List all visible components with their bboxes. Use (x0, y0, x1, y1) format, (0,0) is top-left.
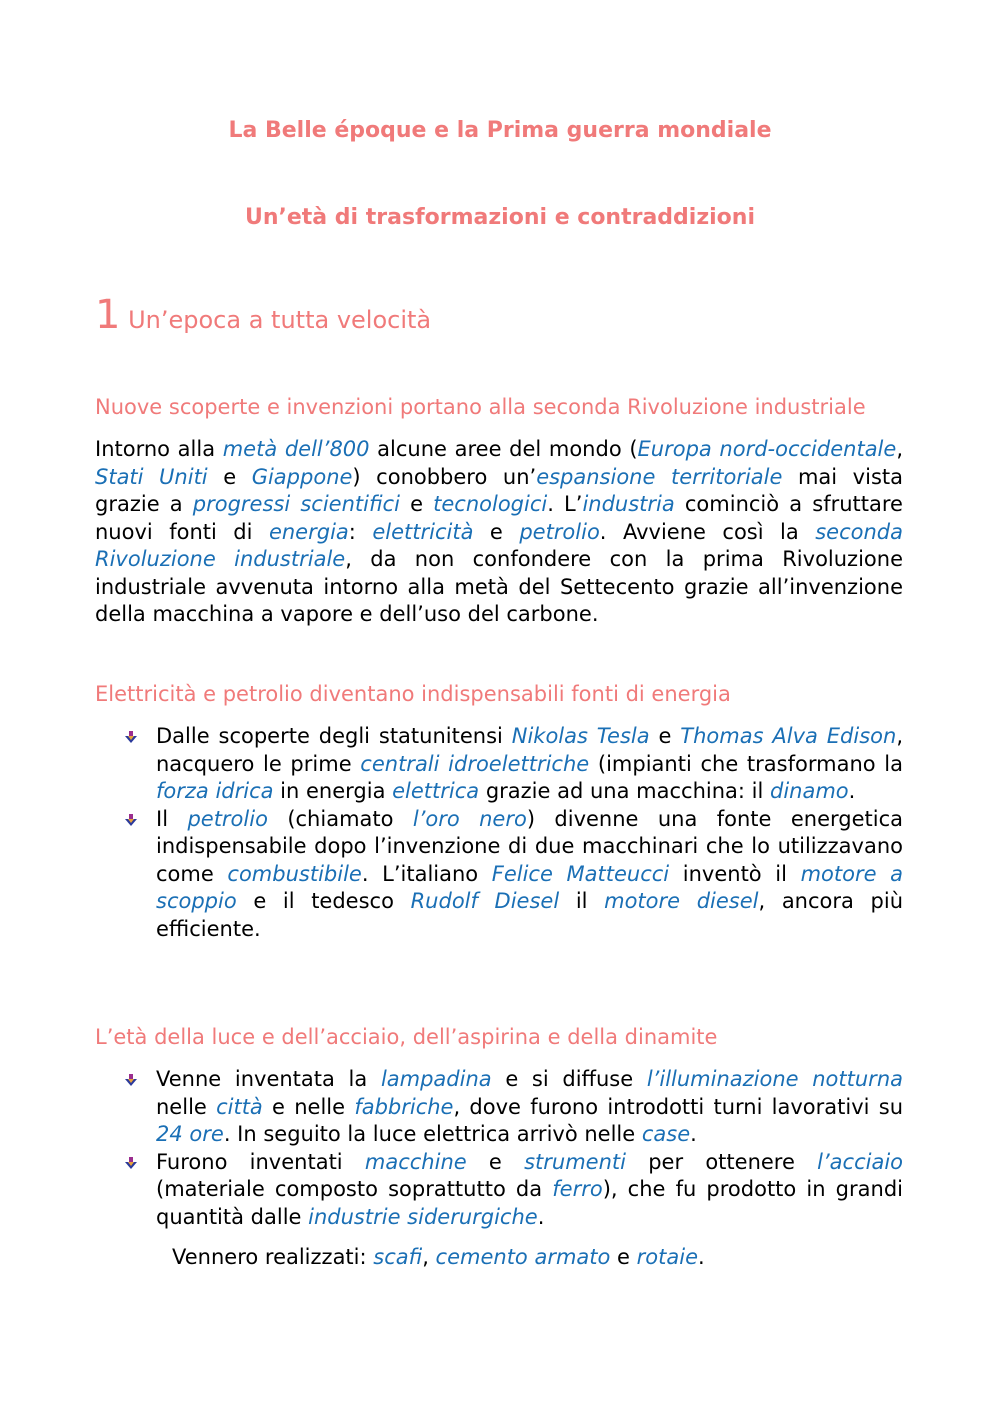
text-run: . (537, 1204, 545, 1229)
highlight-term: macchine (364, 1149, 467, 1174)
highlight-term: l’illuminazione notturna (646, 1067, 903, 1091)
text-run: cominciò a sfruttare nuovi fonti di (95, 492, 903, 544)
text-run: . In seguito la luce elettrica arrivò nelle (223, 1122, 642, 1146)
text-run: , nacquero le prime (156, 724, 903, 776)
highlight-term: città (216, 1094, 263, 1119)
highlight-term: Europa nord-occidentale (637, 437, 897, 461)
highlight-term: scafi (373, 1245, 423, 1269)
highlight-term: Nikolas Tesla (511, 724, 650, 748)
highlight-term: elettrica (392, 779, 480, 803)
text-run: . L’ (547, 492, 583, 516)
list-item (95, 1149, 903, 1232)
text-run: : (348, 519, 373, 544)
text-run: , da non confondere con la prima Rivoluzione industriale avvenuta intorno alla metà del Settecento grazie all’invenzione della macchina a vapore e dell’uso del carbone. (95, 547, 903, 626)
highlight-term: seconda Rivoluzione industriale (95, 519, 903, 571)
subheading-energia: Elettricità e petrolio diventano indispensabili fonti di energia (95, 682, 731, 706)
text-run: e nelle (262, 1094, 355, 1119)
highlight-term: fabbriche (354, 1094, 454, 1119)
list-item (95, 723, 903, 806)
highlight-term: case (641, 1122, 691, 1146)
highlight-term: industria (582, 492, 675, 516)
text-run: e (610, 1245, 637, 1269)
text-run: mai vista grazie a (95, 464, 903, 516)
text-run: Venne inventata la (156, 1067, 381, 1091)
highlight-term: ferro (552, 1177, 603, 1201)
subheading-luce-acciaio: L’età della luce e dell’acciaio, dell’aspirina e della dinamite (95, 1025, 718, 1049)
text-run: e (207, 464, 252, 489)
document-subtitle: Un’età di trasformazioni e contraddizioni (244, 205, 756, 230)
highlight-term: strumenti (524, 1149, 626, 1174)
text-run: e (473, 519, 520, 544)
highlight-term: combustibile (227, 861, 362, 886)
highlight-term: petrolio (519, 519, 600, 544)
highlight-term: Thomas Alva Edison (680, 724, 897, 748)
text-run: , (896, 437, 903, 461)
text-run: . (848, 779, 856, 803)
text-run: inventò il (669, 861, 801, 886)
text-run: e (466, 1149, 525, 1174)
section-title: Un’epoca a tutta velocità (128, 306, 432, 334)
highlight-term: motore diesel (604, 889, 759, 913)
highlight-term: lampadina (380, 1067, 492, 1091)
text-run: ) divenne una fonte energetica indispensabile dopo l’invenzione di due macchinari che lo utilizzavano come (156, 806, 903, 886)
arrow-down-bullet-icon (125, 1074, 137, 1086)
paragraph-realizzati (172, 1244, 705, 1272)
highlight-term: Rudolf Diesel (410, 889, 560, 913)
highlight-term: cemento armato (435, 1245, 611, 1269)
section-heading (95, 292, 431, 338)
highlight-term: metà dell’800 (222, 437, 370, 461)
highlight-term: espansione territoriale (536, 464, 783, 489)
text-run: grazie ad una macchina: il (479, 779, 770, 803)
text-run: Intorno alla (95, 437, 223, 461)
highlight-term: progressi scientifici (192, 492, 400, 516)
highlight-term: Felice Matteucci (491, 861, 670, 886)
highlight-term: rotaie (636, 1245, 698, 1269)
highlight-term: industrie siderurgiche (308, 1204, 538, 1229)
highlight-term: 24 ore (156, 1122, 224, 1146)
highlight-term: tecnologici (433, 492, 548, 516)
text-run: (materiale composto soprattutto da (156, 1177, 553, 1201)
text-run: nelle (156, 1094, 217, 1119)
text-run: il (559, 889, 605, 913)
highlight-term: elettricità (372, 519, 474, 544)
paragraph-rivoluzione (95, 436, 903, 629)
list-item (95, 1066, 903, 1149)
text-run: . L’italiano (361, 861, 492, 886)
text-run: . (690, 1122, 697, 1146)
highlight-term: l’acciaio (817, 1149, 903, 1174)
bullet-list-energia (95, 723, 903, 943)
list-item (95, 806, 903, 944)
arrow-down-bullet-icon (125, 814, 137, 826)
text-run: e (399, 492, 434, 516)
text-run: in energia (273, 779, 393, 803)
document-title: La Belle époque e la Prima guerra mondiale (228, 118, 772, 143)
highlight-term: Stati Uniti (95, 464, 208, 489)
text-run: Il (156, 806, 188, 831)
highlight-term: dinamo (770, 779, 849, 803)
text-run: . Avviene così la (599, 519, 816, 544)
text-run: ) conobbero un’ (352, 464, 537, 489)
arrow-down-bullet-icon (125, 1157, 137, 1169)
subheading-scoperte: Nuove scoperte e invenzioni portano alla seconda Rivoluzione industriale (95, 395, 866, 419)
text-run: Dalle scoperte degli statunitensi (156, 724, 512, 748)
text-run: , dove furono introdotti turni lavorativi su (453, 1094, 903, 1119)
highlight-term: centrali idroelettriche (360, 751, 590, 776)
highlight-term: petrolio (187, 806, 268, 831)
highlight-term: motore a scoppio (156, 861, 904, 913)
text-run: . (698, 1245, 705, 1269)
highlight-term: Giappone (251, 464, 353, 489)
text-run: Vennero realizzati: (172, 1245, 374, 1269)
highlight-term: l’oro nero (412, 806, 527, 831)
section-number: 1 (95, 292, 121, 338)
text-run: e il tedesco (236, 889, 411, 913)
text-run: , (422, 1245, 436, 1269)
text-run: , ancora più efficiente. (156, 889, 904, 941)
text-run: ), che fu prodotto in grandi quantità dalle (156, 1177, 903, 1229)
highlight-term: forza idrica (156, 779, 274, 803)
text-run: e si diffuse (491, 1067, 647, 1091)
arrow-down-bullet-icon (125, 731, 137, 743)
text-run: e (649, 724, 681, 748)
text-run: per ottenere (625, 1149, 818, 1174)
highlight-term: energia (268, 519, 349, 544)
text-run: (impianti che trasformano la (589, 751, 903, 776)
text-run: alcune aree del mondo ( (369, 437, 638, 461)
bullet-list-luce-acciaio (95, 1066, 903, 1231)
text-run: Furono inventati (156, 1149, 365, 1174)
text-run: (chiamato (267, 806, 413, 831)
